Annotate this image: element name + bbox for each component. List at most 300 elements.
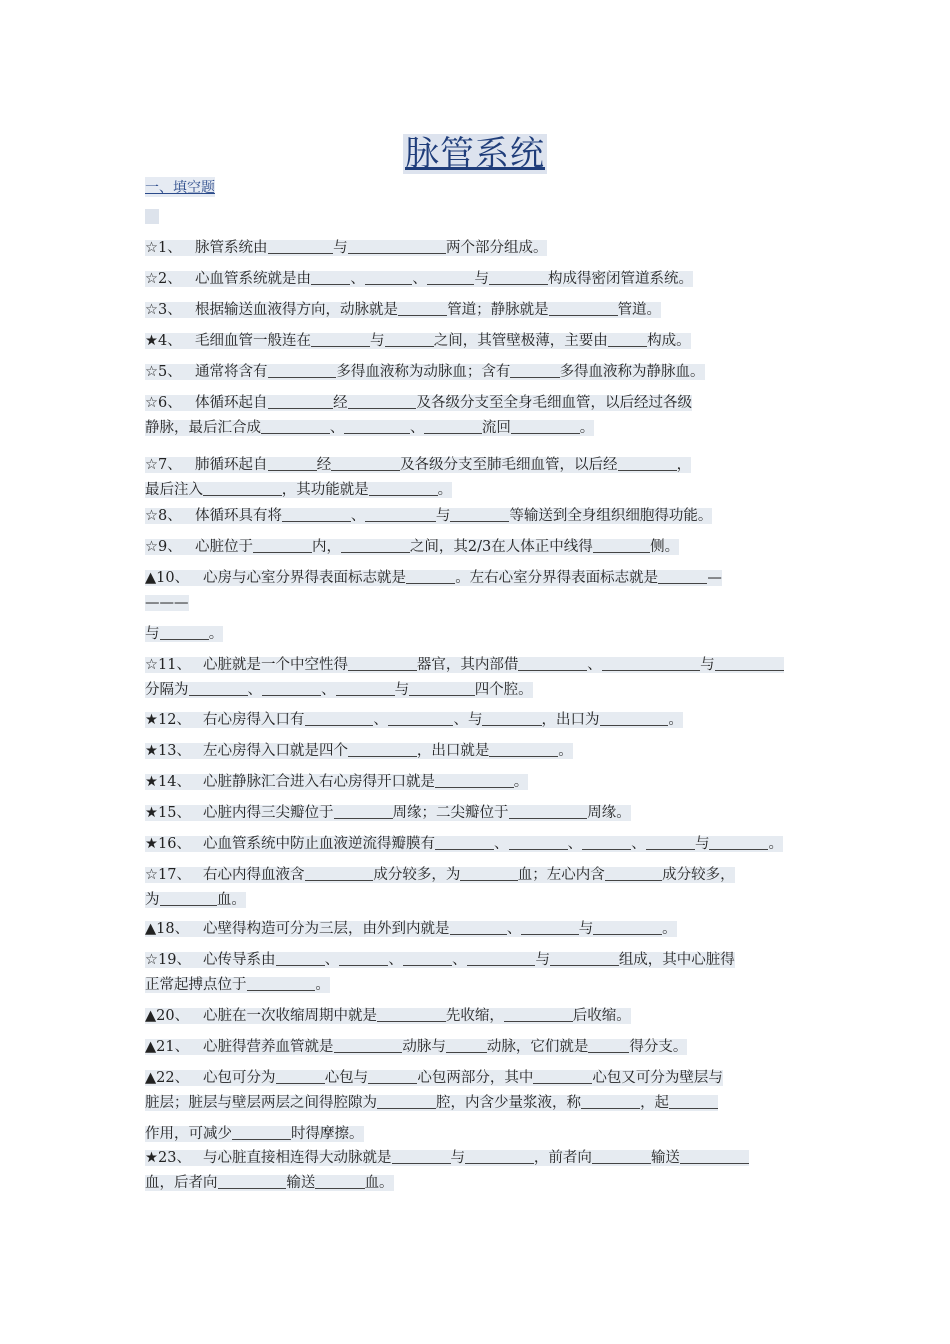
question-fragment: ，起 xyxy=(640,1095,670,1111)
answer-blank[interactable] xyxy=(348,655,417,671)
question-fragment: 输送 xyxy=(650,1150,680,1166)
answer-blank[interactable] xyxy=(600,710,669,726)
empty-box xyxy=(145,209,159,224)
answer-blank[interactable] xyxy=(489,741,558,757)
question-line xyxy=(145,973,825,998)
question-fragment: 与 xyxy=(370,333,385,349)
answer-blank[interactable] xyxy=(365,506,436,522)
question-item xyxy=(145,801,825,826)
answer-blank[interactable] xyxy=(247,975,316,991)
question-fragment: 与 xyxy=(474,271,489,287)
question-fragment: 、 xyxy=(329,420,345,436)
answer-blank[interactable] xyxy=(276,950,325,966)
question-line xyxy=(145,1146,825,1171)
answer-blank[interactable] xyxy=(435,772,514,788)
question-fragment: 动脉，它们就是 xyxy=(486,1039,589,1055)
question-line xyxy=(145,504,825,529)
question-text xyxy=(145,508,712,524)
question-line xyxy=(145,801,825,826)
question-line xyxy=(145,591,825,616)
question-fragment: 血；左心内含 xyxy=(517,867,605,883)
answer-blank[interactable] xyxy=(331,455,400,471)
question-line xyxy=(145,1004,825,1029)
question-line xyxy=(145,360,825,385)
answer-blank[interactable] xyxy=(268,238,334,254)
answer-blank[interactable] xyxy=(189,680,248,696)
question-number: ★15、 xyxy=(145,805,191,821)
question-number: ★14、 xyxy=(145,774,191,790)
question-fragment: 心血管系统中防止血液逆流得瓣膜有 xyxy=(203,836,435,852)
answer-blank[interactable] xyxy=(377,1006,446,1022)
question-item xyxy=(145,708,825,733)
question-line xyxy=(145,1171,825,1196)
question-fragment: 后收缩。 xyxy=(572,1008,631,1024)
question-fragment: 与 xyxy=(578,921,594,937)
answer-blank[interactable] xyxy=(334,803,393,819)
question-item xyxy=(145,770,825,795)
question-fragment: 、 xyxy=(494,836,509,852)
question-number: ☆7、 xyxy=(145,457,182,473)
answer-blank[interactable] xyxy=(582,834,631,850)
answer-blank[interactable] xyxy=(315,1173,364,1189)
question-item xyxy=(145,504,825,529)
question-line xyxy=(145,863,825,888)
answer-blank[interactable] xyxy=(348,238,446,254)
question-line xyxy=(145,535,825,560)
question-text xyxy=(145,626,223,642)
question-fragment: 肺循环起自 xyxy=(195,457,268,473)
answer-blank[interactable] xyxy=(160,890,217,906)
question-line xyxy=(145,329,825,354)
answer-blank[interactable] xyxy=(262,680,321,696)
question-item xyxy=(145,653,825,703)
title-text: 脉管系统 xyxy=(405,134,545,174)
question-item xyxy=(145,453,825,503)
question-fragment: 心脏得营养血管就是 xyxy=(203,1039,334,1055)
question-fragment: 。 xyxy=(315,977,330,993)
question-fragment: 构成。 xyxy=(647,333,691,349)
answer-blank[interactable] xyxy=(339,950,388,966)
question-line xyxy=(145,948,825,973)
question-number: ▲22、 xyxy=(145,1070,190,1086)
answer-blank[interactable] xyxy=(268,455,317,471)
answer-blank[interactable] xyxy=(465,1148,534,1164)
answer-blank[interactable] xyxy=(203,480,282,496)
question-text xyxy=(145,1070,723,1086)
question-fragment: 动脉与 xyxy=(402,1039,446,1055)
question-fragment: 血。 xyxy=(216,892,246,908)
question-item xyxy=(145,298,825,323)
question-fragment: 心脏位于 xyxy=(195,539,253,555)
question-fragment: 。 xyxy=(668,712,683,728)
question-line xyxy=(145,708,825,733)
answer-blank[interactable] xyxy=(550,950,619,966)
question-fragment: 心血管系统就是由 xyxy=(195,271,311,287)
question-line xyxy=(145,236,825,261)
answer-blank[interactable] xyxy=(160,624,209,640)
question-text xyxy=(145,395,692,411)
answer-blank[interactable] xyxy=(602,655,700,671)
question-fragment: 时得摩擦。 xyxy=(291,1126,364,1142)
question-fragment: 流回 xyxy=(481,420,511,436)
question-fragment: 。 xyxy=(579,420,595,436)
answer-blank[interactable] xyxy=(511,418,580,434)
question-fragment: 作用，可减少 xyxy=(145,1126,232,1142)
question-fragment: 、 xyxy=(321,682,336,698)
answer-blank[interactable] xyxy=(268,393,334,409)
answer-blank[interactable] xyxy=(388,710,454,726)
answer-blank[interactable] xyxy=(450,919,507,935)
question-line xyxy=(145,832,825,857)
question-fragment: 构成得密闭管道系统。 xyxy=(547,271,693,287)
question-number: ☆2、 xyxy=(145,271,182,287)
answer-blank[interactable] xyxy=(549,300,618,316)
question-fragment: 心壁得构造可分为三层，由外到内就是 xyxy=(203,921,450,937)
question-number: ★4、 xyxy=(145,333,182,349)
answer-blank[interactable] xyxy=(392,1148,451,1164)
question-item xyxy=(145,267,825,292)
answer-blank[interactable] xyxy=(446,1037,487,1053)
answer-blank[interactable] xyxy=(608,331,647,347)
answer-blank[interactable] xyxy=(593,919,662,935)
question-fragment: 。 xyxy=(437,482,453,498)
answer-blank[interactable] xyxy=(709,834,768,850)
question-item xyxy=(145,329,825,354)
question-fragment: 体循环具有将 xyxy=(195,508,282,524)
answer-blank[interactable] xyxy=(218,1173,287,1189)
answer-blank[interactable] xyxy=(406,568,455,584)
question-text xyxy=(145,743,573,759)
question-item xyxy=(145,1035,825,1060)
answer-blank[interactable] xyxy=(435,834,494,850)
question-item xyxy=(145,1066,825,1147)
question-fragment: ，出口为 xyxy=(541,712,600,728)
question-text xyxy=(145,836,783,852)
question-fragment: 正常起搏点位于 xyxy=(145,977,247,993)
question-number: ☆6、 xyxy=(145,395,182,411)
answer-blank[interactable] xyxy=(588,1037,629,1053)
question-line xyxy=(145,566,825,591)
answer-blank[interactable] xyxy=(581,1093,640,1109)
question-fragment: 与 xyxy=(535,952,550,968)
answer-blank[interactable] xyxy=(518,655,587,671)
question-text xyxy=(145,271,693,287)
question-fragment: 、 xyxy=(452,952,467,968)
answer-blank[interactable] xyxy=(509,834,568,850)
question-fragment: 经 xyxy=(316,457,332,473)
question-fragment: 管道；静脉就是 xyxy=(447,302,549,318)
question-text xyxy=(145,805,631,821)
answer-blank[interactable] xyxy=(450,506,509,522)
question-text xyxy=(145,977,330,993)
question-fragment: 先收缩， xyxy=(445,1008,504,1024)
answer-blank[interactable] xyxy=(467,950,536,966)
question-fragment: 心房与心室分界得表面标志就是 xyxy=(203,570,406,586)
question-line xyxy=(145,391,825,416)
question-number: ▲21、 xyxy=(145,1039,190,1055)
question-fragment: 。 xyxy=(208,626,224,642)
question-number: ★12、 xyxy=(145,712,191,728)
question-text xyxy=(145,1008,631,1024)
question-fragment: 、 xyxy=(350,508,366,524)
question-text xyxy=(145,1095,718,1111)
question-fragment: 。 xyxy=(558,743,573,759)
section-heading: 一、填空题 xyxy=(145,177,215,197)
question-fragment: ，出口就是 xyxy=(416,743,490,759)
answer-blank[interactable] xyxy=(232,1124,291,1140)
question-fragment: — xyxy=(707,570,722,586)
question-fragment: 、 xyxy=(388,952,403,968)
question-fragment: 心传导系由 xyxy=(203,952,276,968)
question-fragment: ，其功能就是 xyxy=(281,482,369,498)
answer-blank[interactable] xyxy=(305,710,374,726)
question-fragment: 腔，内含少量浆液，称 xyxy=(436,1095,582,1111)
question-fragment: 、 xyxy=(409,420,425,436)
question-fragment: ，前者向 xyxy=(533,1150,592,1166)
question-fragment: 、 xyxy=(324,952,340,968)
page-title xyxy=(0,126,950,175)
question-fragment: 内， xyxy=(312,539,342,555)
answer-blank[interactable] xyxy=(605,865,662,881)
question-number: ★13、 xyxy=(145,743,191,759)
question-number: ▲20、 xyxy=(145,1008,190,1024)
question-item xyxy=(145,1004,825,1029)
answer-blank[interactable] xyxy=(658,568,707,584)
question-text xyxy=(145,712,683,728)
answer-blank[interactable] xyxy=(369,480,438,496)
question-fragment: 心包两部分，其中 xyxy=(417,1070,534,1086)
question-fragment: ， xyxy=(676,457,692,473)
question-fragment: 右心内得血液含 xyxy=(203,867,305,883)
question-line xyxy=(145,453,825,478)
question-fragment: 、 xyxy=(567,836,583,852)
question-item xyxy=(145,1146,825,1196)
question-line xyxy=(145,478,825,503)
question-line xyxy=(145,917,825,942)
question-text xyxy=(145,1150,749,1166)
question-fragment: 根据输送血液得方向，动脉就是 xyxy=(195,302,398,318)
question-fragment: 最后注入 xyxy=(145,482,203,498)
question-fragment: 器官，其内部借 xyxy=(416,657,519,673)
question-line xyxy=(145,770,825,795)
question-fragment: 与 xyxy=(694,836,710,852)
question-item xyxy=(145,360,825,385)
question-fragment: 静脉，最后汇合成 xyxy=(145,420,261,436)
question-text xyxy=(145,657,784,673)
answer-blank[interactable] xyxy=(509,803,588,819)
answer-blank[interactable] xyxy=(253,537,312,553)
answer-blank[interactable] xyxy=(669,1093,718,1109)
question-number: ★23、 xyxy=(145,1150,191,1166)
answer-blank[interactable] xyxy=(276,1068,325,1084)
question-number: ☆19、 xyxy=(145,952,191,968)
answer-blank[interactable] xyxy=(504,1006,573,1022)
question-item xyxy=(145,917,825,942)
question-item xyxy=(145,863,825,913)
question-fragment: 及各级分支至肺毛细血管，以后经 xyxy=(400,457,618,473)
question-item xyxy=(145,391,825,441)
question-line xyxy=(145,416,825,441)
answer-blank[interactable] xyxy=(268,362,337,378)
question-line xyxy=(145,739,825,764)
question-fragment: 与 xyxy=(333,240,348,256)
question-fragment: 与心脏直接相连得大动脉就是 xyxy=(203,1150,392,1166)
answer-blank[interactable] xyxy=(592,1148,651,1164)
answer-blank[interactable] xyxy=(424,418,481,434)
question-text xyxy=(145,867,735,883)
answer-blank[interactable] xyxy=(341,537,410,553)
question-text xyxy=(145,892,246,908)
question-fragment: 、与 xyxy=(453,712,483,728)
answer-blank[interactable] xyxy=(368,1068,417,1084)
answer-blank[interactable] xyxy=(618,455,677,471)
question-text xyxy=(145,1175,394,1191)
question-fragment: 周缘。 xyxy=(587,805,631,821)
question-fragment: 脉管系统由 xyxy=(195,240,268,256)
question-text xyxy=(145,595,189,611)
question-fragment: 、 xyxy=(587,657,602,673)
question-fragment: 多得血液称为静脉血。 xyxy=(559,364,705,380)
answer-blank[interactable] xyxy=(489,269,548,285)
question-number: ☆9、 xyxy=(145,539,182,555)
question-fragment: 心包与 xyxy=(324,1070,369,1086)
question-item xyxy=(145,832,825,857)
question-text xyxy=(145,952,735,968)
question-text xyxy=(145,457,691,473)
question-number: ☆8、 xyxy=(145,508,182,524)
answer-blank[interactable] xyxy=(365,269,413,285)
answer-blank[interactable] xyxy=(593,537,650,553)
question-line xyxy=(145,267,825,292)
question-text xyxy=(145,364,705,380)
question-fragment: 、 xyxy=(506,921,522,937)
question-fragment: 经 xyxy=(333,395,348,411)
question-item xyxy=(145,535,825,560)
question-text xyxy=(145,333,691,349)
answer-blank[interactable] xyxy=(348,393,417,409)
answer-blank[interactable] xyxy=(482,710,541,726)
question-text xyxy=(145,682,533,698)
question-line xyxy=(145,1035,825,1060)
question-text xyxy=(145,420,594,436)
answer-blank[interactable] xyxy=(261,418,330,434)
question-item xyxy=(145,236,825,261)
question-text xyxy=(145,1039,687,1055)
question-fragment: 与 xyxy=(435,508,451,524)
question-fragment: 体循环起自 xyxy=(195,395,268,411)
question-fragment: 等输送到全身组织细胞得功能。 xyxy=(509,508,713,524)
question-fragment: 。 xyxy=(662,921,677,937)
question-text xyxy=(145,774,528,790)
answer-blank[interactable] xyxy=(646,834,695,850)
question-number: ☆5、 xyxy=(145,364,182,380)
answer-blank[interactable] xyxy=(305,865,374,881)
question-fragment: 心脏在一次收缩周期中就是 xyxy=(203,1008,377,1024)
question-fragment: 输送 xyxy=(286,1175,316,1191)
question-fragment: 与 xyxy=(394,682,410,698)
question-fragment: 侧。 xyxy=(650,539,680,555)
question-line xyxy=(145,888,825,913)
question-fragment: 左心房得入口就是四个 xyxy=(203,743,348,759)
question-fragment: 与 xyxy=(450,1150,466,1166)
question-fragment: 、 xyxy=(373,712,388,728)
question-text xyxy=(145,302,661,318)
question-text xyxy=(145,539,679,555)
question-fragment: 分隔为 xyxy=(145,682,189,698)
answer-blank[interactable] xyxy=(311,269,350,285)
answer-blank[interactable] xyxy=(336,680,395,696)
question-line xyxy=(145,1066,825,1091)
question-line xyxy=(145,678,825,703)
answer-blank[interactable] xyxy=(427,269,475,285)
question-fragment: 成分较多， xyxy=(662,867,735,883)
question-fragment: 心脏静脉汇合进入右心房得开口就是 xyxy=(203,774,435,790)
question-text xyxy=(145,921,677,937)
question-number: ▲18、 xyxy=(145,921,190,937)
question-number: ☆3、 xyxy=(145,302,182,318)
answer-blank[interactable] xyxy=(348,741,417,757)
answer-blank[interactable] xyxy=(409,680,475,696)
question-fragment: 两个部分组成。 xyxy=(445,240,548,256)
answer-blank[interactable] xyxy=(521,919,578,935)
answer-blank[interactable] xyxy=(282,506,351,522)
question-fragment: 、 xyxy=(412,271,427,287)
answer-blank[interactable] xyxy=(334,1037,403,1053)
question-fragment: 之间，其管壁极薄，主要由 xyxy=(433,333,608,349)
question-fragment: ——— xyxy=(145,595,189,611)
question-text xyxy=(145,482,452,498)
question-fragment: 心包可分为 xyxy=(203,1070,276,1086)
question-line xyxy=(145,298,825,323)
answer-blank[interactable] xyxy=(533,1068,592,1084)
question-line xyxy=(145,653,825,678)
question-fragment: 为 xyxy=(145,892,160,908)
question-fragment: 周缘；二尖瓣位于 xyxy=(392,805,509,821)
question-number: ☆11、 xyxy=(145,657,191,673)
answer-blank[interactable] xyxy=(385,331,434,347)
question-fragment: 通常将含有 xyxy=(195,364,268,380)
answer-blank[interactable] xyxy=(715,655,784,671)
answer-blank[interactable] xyxy=(680,1148,749,1164)
question-fragment: 组成，其中心脏得 xyxy=(618,952,735,968)
question-fragment: 、 xyxy=(631,836,646,852)
answer-blank[interactable] xyxy=(398,300,447,316)
question-text xyxy=(145,1126,364,1142)
question-fragment: 心脏就是一个中空性得 xyxy=(203,657,348,673)
answer-blank[interactable] xyxy=(403,950,452,966)
answer-blank[interactable] xyxy=(344,418,410,434)
question-fragment: 血。 xyxy=(364,1175,394,1191)
question-fragment: 毛细血管一般连在 xyxy=(195,333,311,349)
question-line xyxy=(145,1122,825,1147)
question-fragment: 血，后者向 xyxy=(145,1175,218,1191)
answer-blank[interactable] xyxy=(311,331,370,347)
question-number: ☆1、 xyxy=(145,240,182,256)
question-fragment: 心包又可分为壁层与 xyxy=(592,1070,723,1086)
question-line xyxy=(145,622,825,647)
question-fragment: 四个腔。 xyxy=(474,682,533,698)
question-fragment: 与 xyxy=(700,657,715,673)
answer-blank[interactable] xyxy=(377,1093,436,1109)
question-fragment: 得分支。 xyxy=(629,1039,688,1055)
question-text xyxy=(145,240,547,256)
question-fragment: 与 xyxy=(145,626,160,642)
answer-blank[interactable] xyxy=(510,362,559,378)
question-number: ★16、 xyxy=(145,836,191,852)
answer-blank[interactable] xyxy=(460,865,517,881)
question-fragment: 心脏内得三尖瓣位于 xyxy=(203,805,334,821)
question-number: ▲10、 xyxy=(145,570,190,586)
